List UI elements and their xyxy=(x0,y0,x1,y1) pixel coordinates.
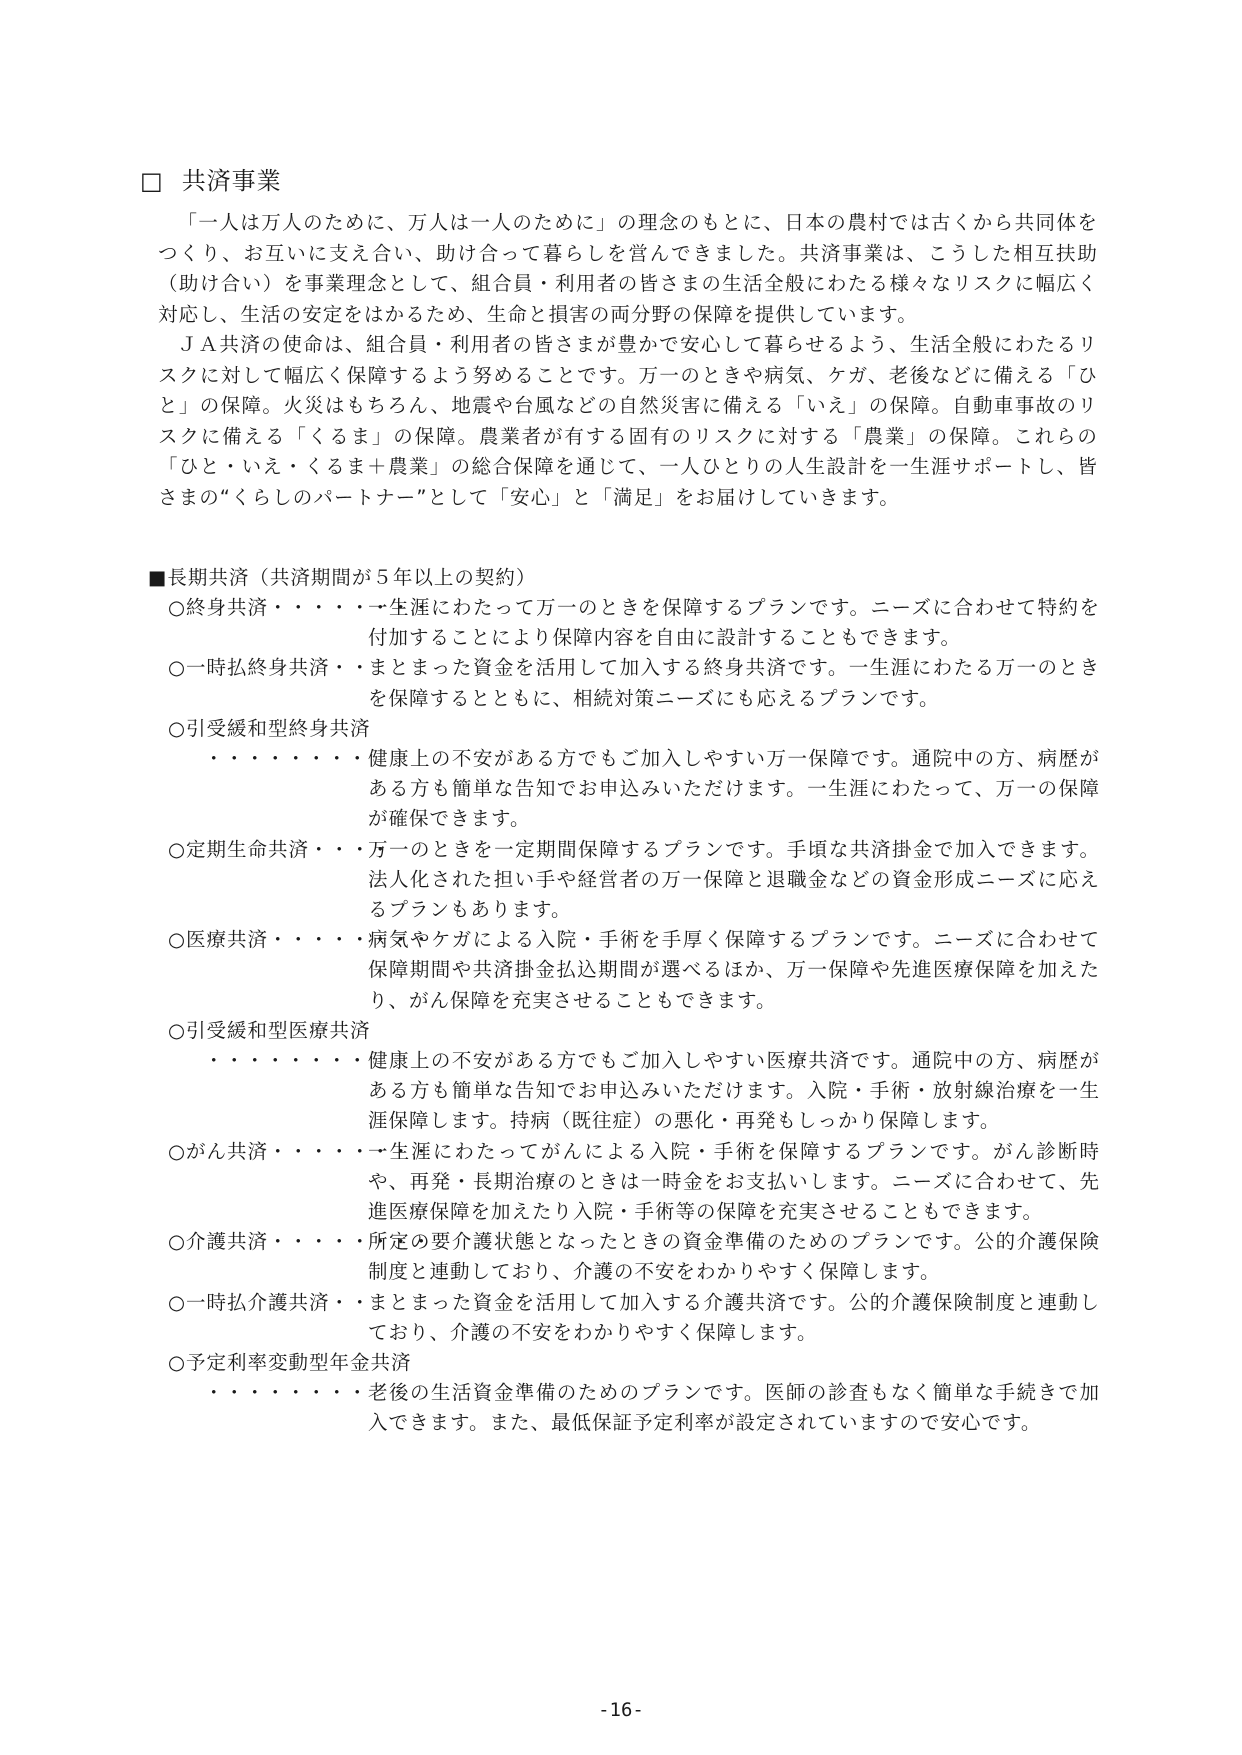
long-term-title: ■長期共済（共済期間が５年以上の契約） xyxy=(148,566,537,589)
item-name: ○介護共済・・・・・・・・ xyxy=(168,1230,433,1254)
list-item xyxy=(168,714,1100,835)
item-name: ○一時払介護共済・・ xyxy=(168,1290,371,1314)
list-item xyxy=(168,1137,1100,1228)
item-name: ○引受緩和型終身共済 xyxy=(168,716,371,740)
item-desc: まとまった資金を活用して加入する終身共済です。一生涯にわたる万一のときを保障するとともに、相続対策ニーズにも応えるプランです。 xyxy=(368,656,1100,710)
item-name: ○定期生命共済・・・・ xyxy=(168,837,392,861)
item-name: ○医療共済・・・・・・・・ xyxy=(168,928,433,952)
item-desc: 老後の生活資金準備のためのプランです。医師の診査もなく簡単な手続きで加入できます。また、最低保証予定利率が設定されていますので安心です。 xyxy=(368,1381,1100,1435)
item-name: ○予定利率変動型年金共済 xyxy=(168,1351,412,1375)
list-item xyxy=(168,1288,1100,1348)
item-desc: 健康上の不安がある方でもご加入しやすい医療共済です。通院中の方、病歴がある方も簡単な告知でお申込みいただけます。入院・手術・放射線治療を一生涯保障します。持病（既往症）の悪化・再発もしっかり保障します。 xyxy=(368,1049,1100,1133)
item-desc: 病気やケガによる入院・手術を手厚く保障するプランです。ニーズに合わせて保障期間や共済掛金払込期間が選べるほか、万一保障や先進医療保障を加えたり、がん保障を充実させることもできます。 xyxy=(368,928,1100,1012)
item-name: ○がん共済・・・・・・・・ xyxy=(168,1139,433,1163)
intro-paragraph-2: ＪＡ共済の使命は、組合員・利用者の皆さまが豊かで安心して暮らせるよう、生活全般にわたるリスクに対して幅広く保障するよう努めることです。万一のときや病気、ケガ、老後などに備える「ひと」の保障。火災はもちろん、地震や台風などの自然災害に備える「いえ」の保障。自動車事故のリスクに備える「くるま」の保障。農業者が有する固有のリスクに対する「農業」の保障。これらの「ひと・いえ・くるま＋農業」の総合保障を通じて、一人ひとりの人生設計を一生涯サポートし、皆さまの“くらしのパートナー”として「安心」と「満足」をお届けしていきます。 xyxy=(158,333,1098,509)
item-name: ○終身共済・・・・・・・・ xyxy=(168,596,433,619)
heading-box-icon: □ xyxy=(140,167,164,195)
list-item xyxy=(168,653,1100,713)
list-item xyxy=(168,925,1100,1016)
item-desc: 所定の要介護状態となったときの資金準備のためのプランです。公的介護保険制度と連動しており、介護の不安をわかりやすく保障します。 xyxy=(368,1230,1100,1284)
long-term-list xyxy=(168,593,1100,1439)
heading-title: 共済事業 xyxy=(181,167,282,195)
item-name: ○引受緩和型医療共済 xyxy=(168,1018,371,1042)
intro-text xyxy=(158,208,1098,513)
list-item xyxy=(168,835,1100,926)
list-item xyxy=(168,593,1100,653)
list-item xyxy=(168,1348,1100,1439)
item-desc: 一生涯にわたって万一のときを保障するプランです。ニーズに合わせて特約を付加することにより保障内容を自由に設計することもできます。 xyxy=(368,596,1100,650)
item-name: ○一時払終身共済・・ xyxy=(168,656,371,680)
item-leader: ・・・・・・・・ xyxy=(203,1381,368,1405)
item-leader: ・・・・・・・・ xyxy=(203,747,368,771)
item-desc: 万一のときを一定期間保障するプランです。手頃な共済掛金で加入できます。法人化された担い手や経営者の万一保障と退職金などの資金形成ニーズに応えるプランもあります。 xyxy=(368,837,1100,922)
section-heading xyxy=(140,163,282,199)
item-desc: まとまった資金を活用して加入する介護共済です。公的介護保険制度と連動しており、介護の不安をわかりやすく保障します。 xyxy=(368,1290,1100,1344)
list-item xyxy=(168,1016,1100,1137)
item-leader: ・・・・・・・・ xyxy=(203,1049,368,1073)
item-desc: 健康上の不安がある方でもご加入しやすい万一保障です。通院中の方、病歴がある方も簡単な告知でお申込みいただけます。一生涯にわたって、万一の保障が確保できます。 xyxy=(368,747,1100,831)
list-item xyxy=(168,1227,1100,1287)
item-desc: 一生涯にわたってがんによる入院・手術を保障するプランです。がん診断時や、再発・長期治療のときは一時金をお支払いします。ニーズに合わせて、先進医療保障を加えたり入院・手術等の保障を充実させることもできます。 xyxy=(368,1139,1100,1224)
intro-paragraph-1: 「一人は万人のために、万人は一人のために」の理念のもとに、日本の農村では古くから共同体をつくり、お互いに支え合い、助け合って暮らしを営んできました。共済事業は、こうした相互扶助（助け合い）を事業理念として、組合員・利用者の皆さまの生活全般にわたる様々なリスクに幅広く対応し、生活の安定をはかるため、生命と損害の両分野の保障を提供しています。 xyxy=(158,211,1098,326)
page-number: -16- xyxy=(598,1699,644,1721)
